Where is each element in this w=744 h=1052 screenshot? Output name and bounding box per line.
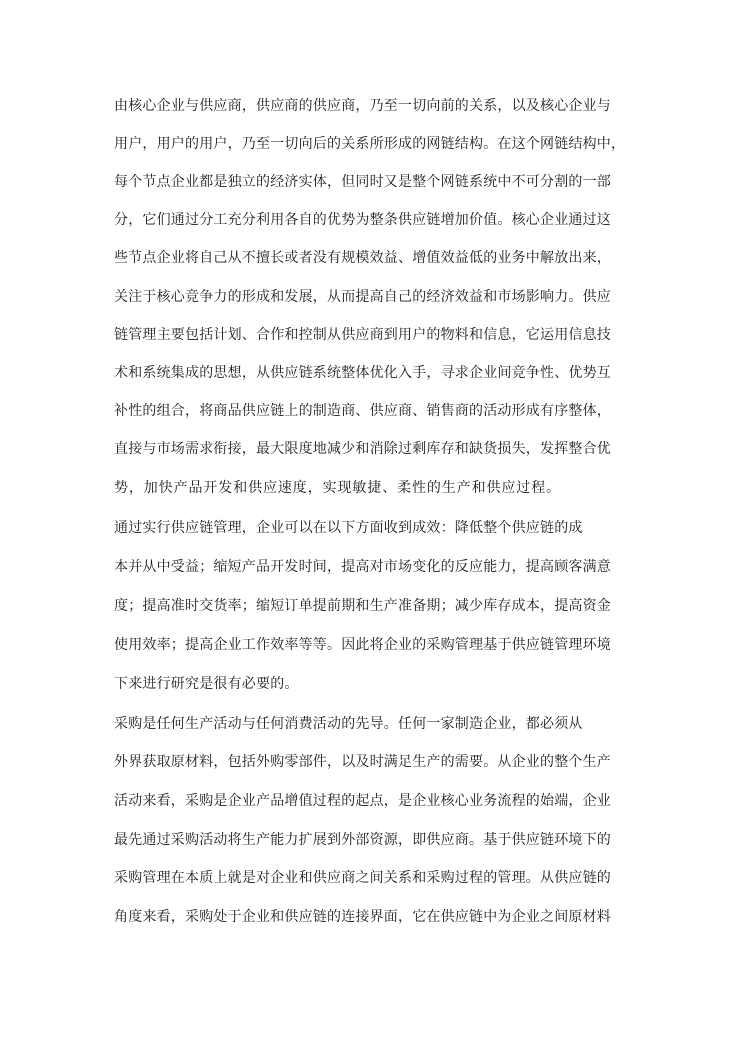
text-line: 本并从中受益；缩短产品开发时间，提高对市场变化的反应能力，提高顾客满意 bbox=[114, 559, 611, 575]
text-line: 采购管理在本质上就是对企业和供应商之间关系和采购过程的管理。从供应链的 bbox=[114, 870, 611, 886]
text-line: 势，加快产品开发和供应速度，实现敏捷、柔性的生产和供应过程。 bbox=[114, 480, 561, 496]
text-line: 用户，用户的用户，乃至一切向后的关系所形成的网链结构。在这个网链结构中， bbox=[114, 136, 626, 152]
text-line: 下来进行研究是很有必要的。 bbox=[114, 676, 299, 692]
text-line: 链管理主要包括计划、合作和控制从供应商到用户的物料和信息，它运用信息技 bbox=[114, 327, 611, 343]
text-line: 角度来看，采购处于企业和供应链的连接界面，它在供应链中为企业之间原材料 bbox=[114, 909, 611, 925]
text-line: 分，它们通过分工充分利用各自的优势为整条供应链增加价值。核心企业通过这 bbox=[114, 212, 611, 228]
text-line: 度；提高准时交货率；缩短订单提前期和生产准备期；减少库存成本，提高资金 bbox=[114, 598, 611, 614]
text-line: 关注于核心竞争力的形成和发展，从而提高自己的经济效益和市场影响力。供应 bbox=[114, 289, 611, 305]
text-line: 由核心企业与供应商，供应商的供应商，乃至一切向前的关系，以及核心企业与 bbox=[114, 98, 611, 114]
text-line: 使用效率；提高企业工作效率等等。因此将企业的采购管理基于供应链管理环境 bbox=[114, 637, 611, 653]
text-line: 通过实行供应链管理，企业可以在以下方面收到成效：降低整个供应链的成 bbox=[114, 520, 583, 536]
text-line: 外界获取原材料，包括外购零部件，以及时满足生产的需要。从企业的整个生产 bbox=[114, 754, 611, 770]
text-line: 最先通过采购活动将生产能力扩展到外部资源，即供应商。基于供应链环境下的 bbox=[114, 832, 611, 848]
text-line: 补性的组合，将商品供应链上的制造商、供应商、销售商的活动形成有序整体， bbox=[114, 403, 611, 419]
text-line: 活动来看，采购是企业产品增值过程的起点，是企业核心业务流程的始端，企业 bbox=[114, 793, 611, 809]
text-line: 术和系统集成的思想，从供应链系统整体优化入手，寻求企业间竞争性、优势互 bbox=[114, 365, 611, 381]
text-line: 些节点企业将自己从不擅长或者没有规模效益、增值效益低的业务中解放出来， bbox=[114, 250, 611, 266]
text-line: 采购是任何生产活动与任何消费活动的先导。任何一家制造企业，都必须从 bbox=[114, 716, 583, 732]
text-line: 直接与市场需求衔接，最大限度地减少和消除过剩库存和缺货损失，发挥整合优 bbox=[114, 441, 611, 457]
text-line: 每个节点企业都是独立的经济实体，但同时又是整个网链系统中不可分割的一部 bbox=[114, 174, 611, 190]
